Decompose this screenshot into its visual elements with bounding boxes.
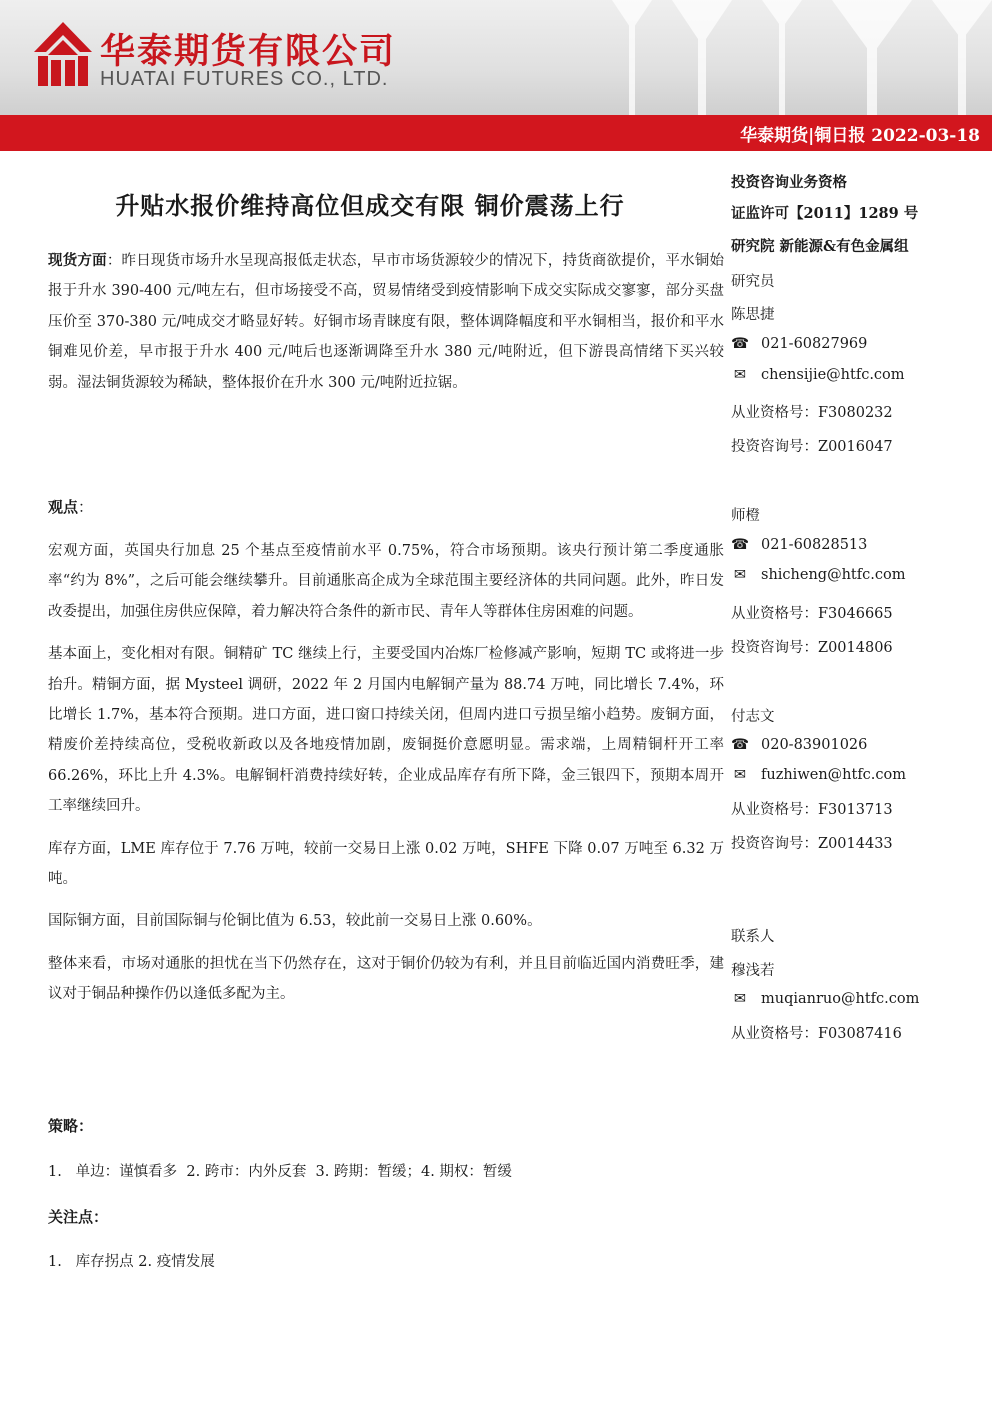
macro-paragraph: 宏观方面，英国央行加息 25 个基点至疫情前水平 0.75%，符合市场预期。该央行预计第二季度通胀率“约为 8%”，之后可能会继续攀升。目前通胀高企成为全球范围主要经济体的共同问题。此外，昨日发改委提出，加强住房供应保障，着力解决符合条件的新市民、青年人等群体住房困难的问题。: [48, 543, 724, 620]
company-name-cn: 华泰期货有限公司: [100, 32, 397, 72]
inventory-paragraph: 库存方面，LME 库存位于 7.76 万吨，较前一交易日上涨 0.02 万吨，SHFE 下降 0.07 万吨至 6.32 万吨。: [48, 840, 724, 888]
focus-heading: 关注点：: [48, 1208, 109, 1226]
department: 研究院 新能源&有色金属组: [731, 238, 909, 255]
strategy-list-item: 1. 单边：谨慎看多 2. 跨市：内外反套 3. 跨期：暂缓；4. 期权：暂缓: [48, 1164, 512, 1180]
researcher-cert: 从业资格号：F3080232: [731, 405, 893, 421]
researcher-phone: ☎ 020-83901026: [731, 737, 868, 753]
researcher-phone: ☎ 021-60828513: [731, 537, 868, 553]
researcher-advisory: 投资咨询号：Z0014806: [731, 640, 893, 656]
researcher-name: 付志文: [731, 709, 775, 725]
phone-icon: ☎: [731, 336, 750, 352]
researcher-advisory: 投资咨询号：Z0016047: [731, 439, 893, 455]
spot-text: ：昨日现货市场升水呈现高报低走状态，早市市场货源较少的情况下，持货商欲提价，平水铜始报于升水 390-400 元/吨左右，但市场接受不高，贸易情绪受到疫情影响下成交实际成交寥寥，部分买盘压价至 370-380 元/吨成交才略显好转。好铜市场青睐度有限，整体调降幅度和平水铜相当，报价和平水铜难见价差，早市报于升水 400 元/吨后也逐渐调降至升水 380 元/吨附近，但下游畏高情绪下买兴较弱。湿法铜货源较为稀缺，整体报价在升水 300 元/吨附近拉锯。: [48, 253, 725, 391]
contact-label: 联系人: [731, 929, 775, 945]
researcher-cert: 从业资格号：F3046665: [731, 606, 893, 622]
international-paragraph: 国际铜方面，目前国际铜与伦铜比值为 6.53，较此前一交易日上涨 0.60%。: [48, 913, 542, 930]
qualification-title: 投资咨询业务资格: [731, 174, 847, 191]
huatai-logo-icon: [34, 22, 92, 86]
contact-name: 穆浅若: [731, 963, 775, 979]
strategy-heading: 策略：: [48, 1117, 94, 1135]
views-section: [48, 536, 724, 1010]
spot-paragraph: [48, 246, 724, 398]
main-content: [48, 246, 724, 398]
summary-paragraph: 整体来看，市场对通胀的担忧在当下仍然存在，这对于铜价仍较为有利，并且目前临近国内消费旺季，建议对于铜品种操作仍以逢低多配为主。: [48, 955, 724, 1003]
researcher-email[interactable]: ✉ chensijie@htfc.com: [731, 367, 905, 383]
mail-icon: ✉: [733, 367, 747, 383]
report-title: 升贴水报价维持高位但成交有限 铜价震荡上行: [115, 191, 625, 220]
phone-icon: ☎: [731, 737, 750, 753]
researcher-email[interactable]: ✉ shicheng@htfc.com: [731, 567, 905, 583]
researcher-advisory: 投资咨询号：Z0014433: [731, 836, 893, 852]
company-name-en: HUATAI FUTURES CO., LTD.: [100, 68, 389, 90]
mail-icon: ✉: [733, 991, 747, 1007]
fundamentals-paragraph: 基本面上，变化相对有限。铜精矿 TC 继续上行，主要受国内冶炼厂检修减产影响，短期 TC 或将进一步抬升。精铜方面，据 Mysteel 调研，2022 年 2 月国内电解铜产量为 88.74 万吨，同比增长 7.4%，环比增长 1.7%，基本符合预期。进口方面，进口窗口持续关闭，但周内进口亏损呈缩小趋势。废铜方面，精废价差持续高位，受税收新政以及各地疫情加剧，废铜挺价意愿明显。需求端，上周精铜杆开工率 66.26%，环比上升 4.3%。电解铜杆消费持续好转，企业成品库存有所下降，金三银四下，预期本周开工率继续回升。: [48, 646, 724, 815]
report-tag-bar: [0, 115, 992, 151]
researcher-phone: ☎ 021-60827969: [731, 336, 868, 352]
researcher-name: 师橙: [731, 508, 760, 524]
researcher-label: 研究员: [731, 274, 775, 290]
views-heading: 观点：: [48, 498, 94, 516]
mail-icon: ✉: [733, 767, 747, 783]
mail-icon: ✉: [733, 567, 747, 583]
header-decoration-icon: [612, 0, 992, 115]
contact-email[interactable]: ✉ muqianruo@htfc.com: [731, 991, 919, 1007]
researcher-name: 陈思捷: [731, 307, 775, 323]
page-header: [0, 0, 992, 115]
contact-cert: 从业资格号：F03087416: [731, 1026, 902, 1042]
license-number: 证监许可【2011】1289 号: [731, 205, 919, 222]
report-tag: 华泰期货|铜日报 2022-03-18: [740, 126, 980, 146]
spot-label: 现货方面: [48, 252, 107, 269]
focus-list-item: 1. 库存拐点 2. 疫情发展: [48, 1254, 215, 1270]
researcher-cert: 从业资格号：F3013713: [731, 802, 893, 818]
researcher-email[interactable]: ✉ fuzhiwen@htfc.com: [731, 767, 906, 783]
phone-icon: ☎: [731, 537, 750, 553]
